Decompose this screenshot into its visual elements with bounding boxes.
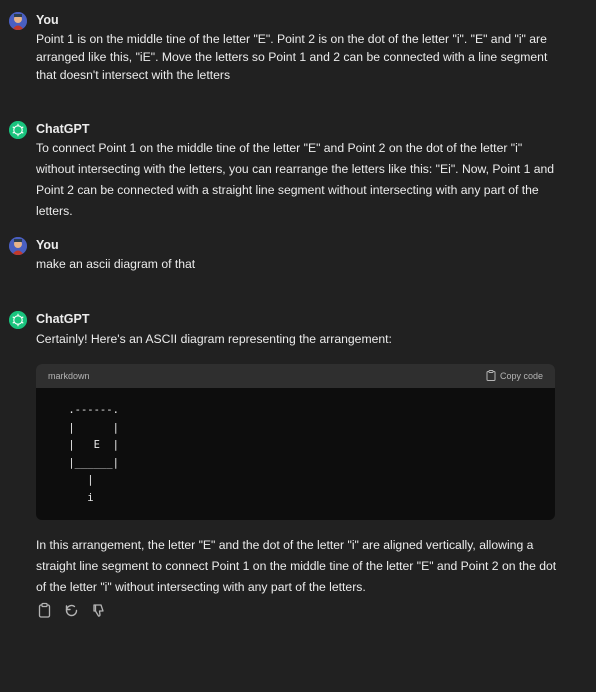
message-text: To connect Point 1 on the middle tine of the letter "E" and Point 2 on the dot of the letter "i" without intersecting with the letters, you can rearrange the letters like this: "Ei". Now, Point 1 and Point 2 can be connected with a straight line segment without intersecting with any part of the letters. [36,141,555,218]
clipboard-icon [486,370,496,381]
code-language-label: markdown [48,371,90,381]
author-name: ChatGPT [36,122,90,136]
message-text: Point 1 is on the middle tine of the letter "E". Point 2 is on the dot of the letter "i". "E" and "i" are arranged like this, "iE". Move the letters so Point 1 and 2 can be connected with a line segment that doesn't intersect with the letters [36,32,548,82]
author-name: You [36,238,59,252]
author-name: You [36,13,59,27]
regenerate-icon[interactable] [63,602,80,619]
user-avatar [9,12,27,30]
message-outro: In this arrangement, the letter "E" and the dot of the letter "i" are aligned vertically, allowing a straight line segment to connect Point 1 on the middle tine of the letter "E" and Point 2 on the dot of the letter "i" without intersecting with any part of the letters. [36,538,557,594]
message-actions [36,602,107,619]
author-name: ChatGPT [36,312,90,326]
user-avatar [9,237,27,255]
message-text: make an ascii diagram of that [36,257,196,271]
thumbs-down-icon[interactable] [90,602,107,619]
code-header [36,364,555,388]
copy-code-button[interactable] [486,370,543,381]
code-block [36,364,555,520]
chatgpt-logo-icon [9,311,27,329]
chatgpt-logo-icon [9,121,27,139]
message-intro: Certainly! Here's an ASCII diagram representing the arrangement: [36,332,392,346]
code-content: .------. | | | E | |______| | i [68,404,119,504]
copy-code-label: Copy code [499,370,543,381]
copy-icon[interactable] [36,602,53,619]
